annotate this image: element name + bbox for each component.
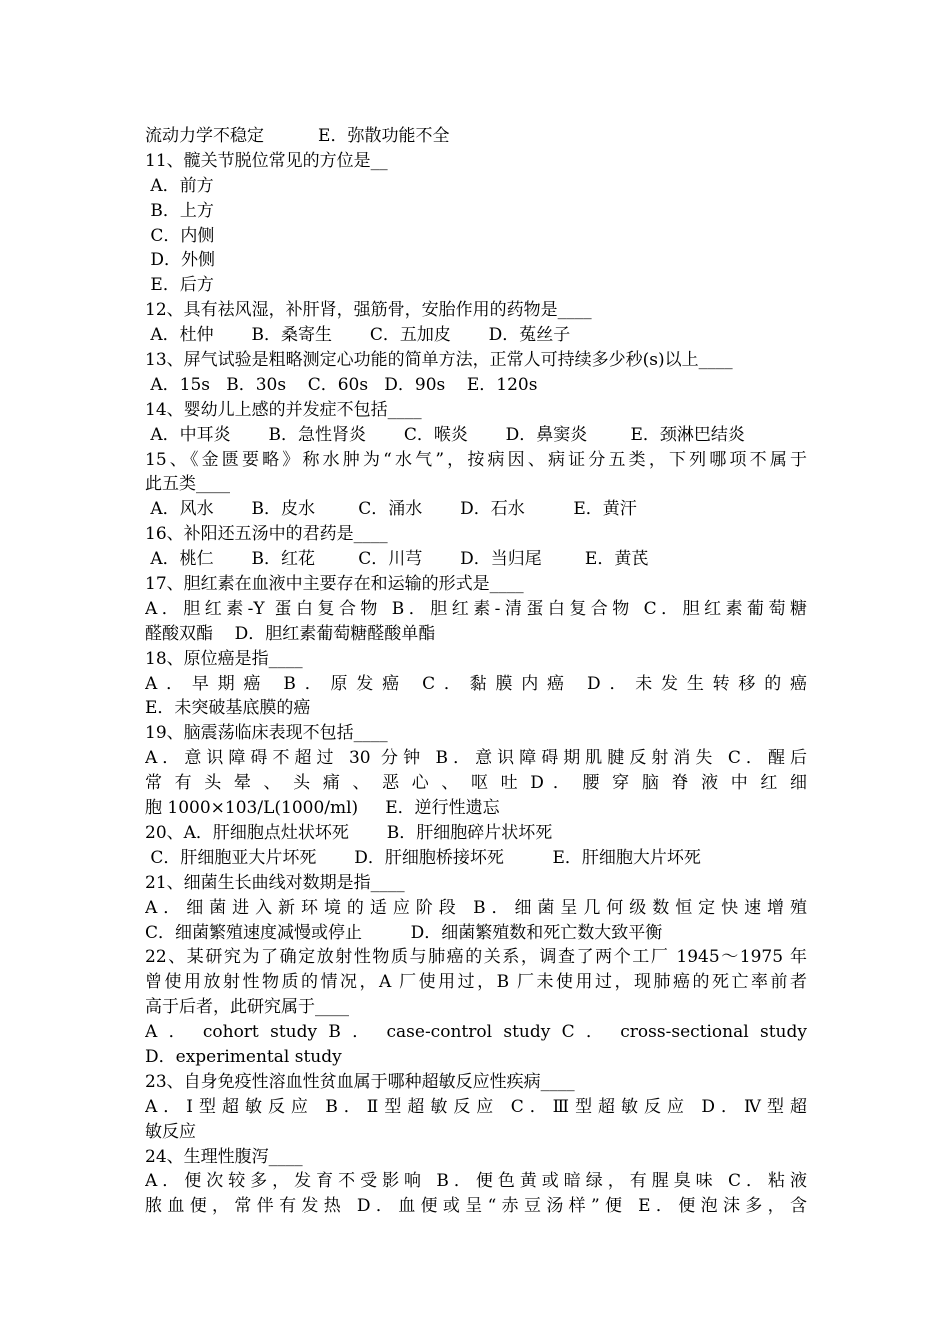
- text-line: 高于后者，此研究属于____: [145, 997, 349, 1018]
- text-line: C．内侧: [145, 225, 215, 246]
- text-line: A．风水 B．皮水 C．涌水 D．石水 E．黄汗: [145, 499, 637, 520]
- text-line: A．杜仲 B．桑寄生 C．五加皮 D．菟丝子: [145, 325, 571, 346]
- text-line: 胞 1000×103/L(1000/ml) E．逆行性遗忘: [145, 798, 500, 819]
- text-line: 常 有 头 晕 、 头 痛 、 恶 心 、 呕 吐 D ． 腰 穿 脑 脊 液 中 红 细: [145, 773, 807, 794]
- text-line: D．experimental study: [145, 1046, 342, 1067]
- text-line: A．意识障碍不超过 30 分钟 B．意识障碍期肌腱反射消失 C．醒后: [145, 748, 807, 769]
- text-line: 11、髋关节脱位常见的方位是__: [145, 150, 388, 171]
- text-line: 曾使用放射性物质的情况，A 厂使用过，B 厂未使用过，现肺癌的死亡率前者: [145, 972, 807, 993]
- text-line: E．后方: [145, 275, 214, 296]
- text-line: E．未突破基底膜的癌: [145, 698, 311, 719]
- text-line: B．上方: [145, 200, 214, 221]
- text-line: 20、A．肝细胞点灶状坏死 B．肝细胞碎片状坏死: [145, 822, 553, 843]
- text-line: 敏反应: [145, 1121, 196, 1142]
- text-line: 17、胆红素在血液中主要存在和运输的形式是____: [145, 574, 524, 595]
- text-line: A．早期癌 B．原发癌 C．黏膜内癌 D．未发生转移的癌: [145, 673, 807, 694]
- text-line: A．细菌进入新环境的适应阶段 B．细菌呈几何级数恒定快速增殖: [145, 897, 807, 918]
- text-line: 14、婴幼儿上感的并发症不包括____: [145, 399, 422, 420]
- text-line: C．肝细胞亚大片坏死 D．肝细胞桥接坏死 E．肝细胞大片坏死: [145, 847, 701, 868]
- document-body: [145, 124, 807, 1219]
- text-line: A．中耳炎 B．急性肾炎 C．喉炎 D．鼻窦炎 E．颈淋巴结炎: [145, 424, 745, 445]
- text-line: 19、脑震荡临床表现不包括____: [145, 723, 388, 744]
- text-line: 12、具有祛风湿，补肝肾，强筋骨，安胎作用的药物是____: [145, 300, 592, 321]
- text-line: 18、原位癌是指____: [145, 648, 303, 669]
- text-line: 此五类____: [145, 474, 230, 495]
- text-line: A．胆红素-Y 蛋白复合物 B．胆红素-清蛋白复合物 C．胆红素葡萄糖: [145, 598, 807, 619]
- text-line: 21、细菌生长曲线对数期是指____: [145, 872, 405, 893]
- text-line: A．便次较多，发育不受影响 B．便色黄或暗绿，有腥臭味 C．粘液: [145, 1171, 807, 1192]
- text-line: A．15s B．30s C．60s D．90s E．120s: [145, 374, 538, 395]
- text-line: 脓血便，常伴有发热 D．血便或呈“赤豆汤样”便 E．便泡沫多，含: [145, 1196, 807, 1217]
- text-line: 15、《金匮要略》称水肿为“水气”，按病因、病证分五类，下列哪项不属于: [145, 449, 807, 470]
- text-line: 22、某研究为了确定放射性物质与肺癌的关系，调查了两个工厂 1945～1975 年: [145, 947, 807, 968]
- text-line: 23、自身免疫性溶血性贫血属于哪种超敏反应性疾病____: [145, 1071, 575, 1092]
- text-line: A．桃仁 B．红花 C．川芎 D．当归尾 E．黄芪: [145, 549, 649, 570]
- text-line: 醛酸双酯 D．胆红素葡萄糖醛酸单酯: [145, 623, 436, 644]
- text-line: 13、屏气试验是粗略测定心功能的简单方法，正常人可持续多少秒(s)以上____: [145, 350, 733, 371]
- text-line: A．Ⅰ型超敏反应 B．Ⅱ型超敏反应 C．Ⅲ型超敏反应 D．Ⅳ型超: [145, 1096, 807, 1117]
- text-line: 流动力学不稳定 E．弥散功能不全: [145, 126, 450, 146]
- text-line: 16、补阳还五汤中的君药是____: [145, 524, 388, 545]
- text-line: A．前方: [145, 175, 214, 196]
- text-line: C．细菌繁殖速度减慢或停止 D．细菌繁殖数和死亡数大致平衡: [145, 922, 663, 943]
- text-line: D．外侧: [145, 250, 216, 271]
- text-line: 24、生理性腹泻____: [145, 1146, 303, 1167]
- text-line: A ． cohort study B ． case-control study C ． cross-sectional study: [145, 1022, 807, 1043]
